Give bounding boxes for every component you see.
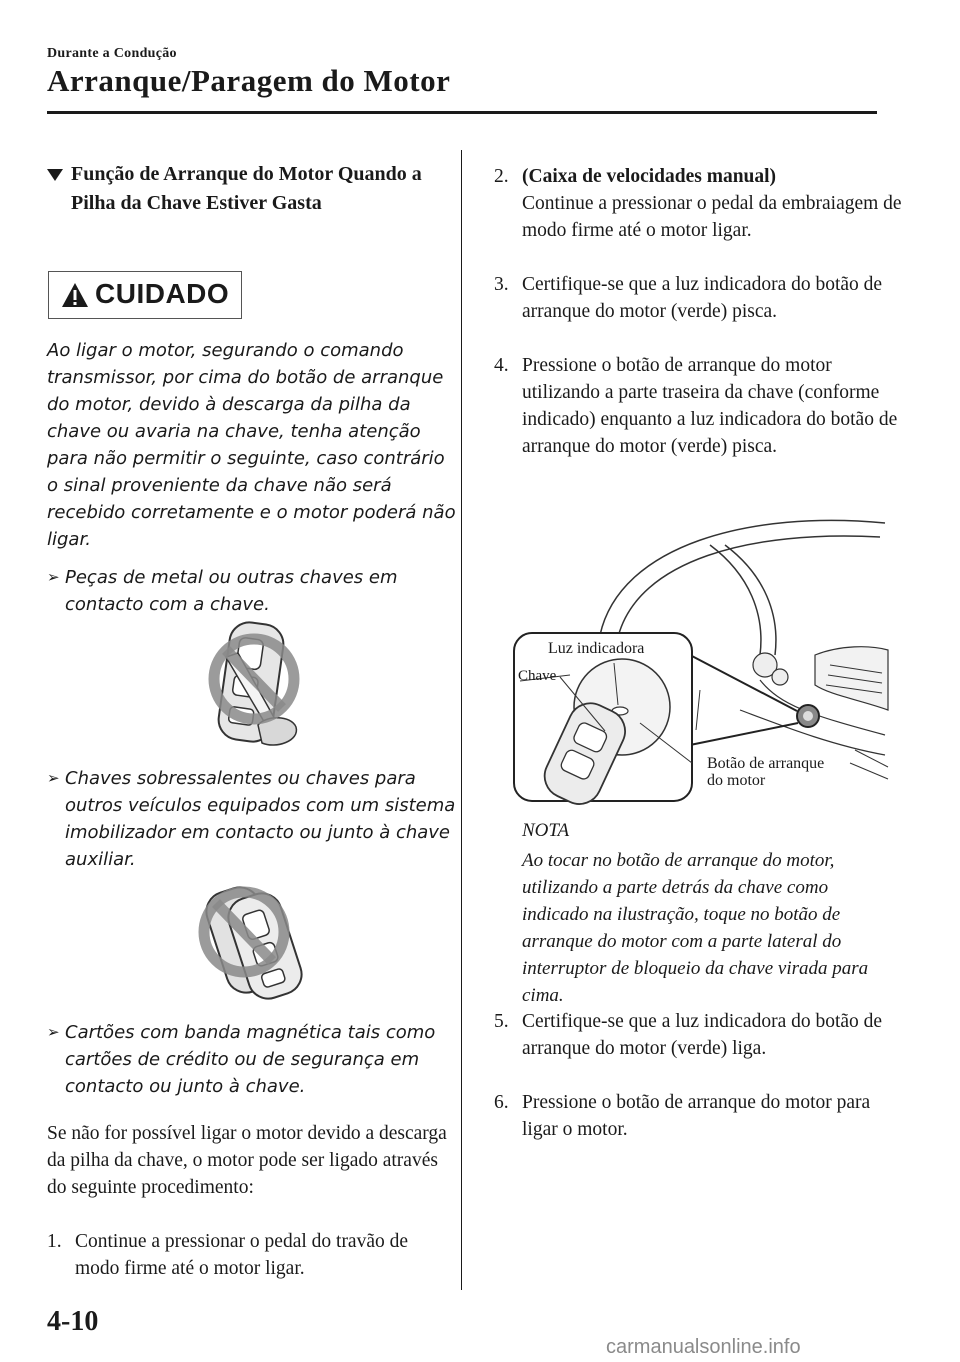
step-text: Continue a pressionar o pedal da embraiagem de modo firme até o motor ligar. (522, 193, 902, 241)
title-rule (47, 111, 877, 114)
arrow-bullet-icon: ➢ (47, 1023, 60, 1041)
step-number: 6. (494, 1092, 509, 1113)
caution-bullet-text: Cartões com banda magnética tais como cartões de crédito ou de segurança em contacto ou junto à chave. (65, 1022, 436, 1097)
label-start-button (707, 755, 824, 789)
triangle-bullet-icon (47, 169, 63, 181)
warning-icon (61, 282, 89, 308)
page-title: Arranque/Paragem do Motor (47, 63, 451, 98)
arrow-bullet-icon: ➢ (47, 769, 60, 787)
caution-bullet-text: Chaves sobressalentes ou chaves para outros veículos equipados com um sistema imobilizador em contacto ou junto à chave auxiliar. (65, 768, 456, 870)
procedure-intro: Se não for possível ligar o motor devido a descarga da pilha da chave, o motor pode ser ligado através do seguinte procedimento: (47, 1123, 447, 1198)
key-with-metal-illustration (196, 617, 306, 757)
two-keys-illustration (196, 880, 308, 1008)
step-text: Certifique-se que a luz indicadora do botão de arranque do motor (verde) liga. (522, 1011, 883, 1059)
step-number: 3. (494, 274, 509, 295)
arrow-bullet-icon: ➢ (47, 568, 60, 586)
page-number: 4-10 (47, 1306, 99, 1337)
label-indicator-light: Luz indicadora (548, 640, 645, 657)
note-text: Ao tocar no botão de arranque do motor, utilizando a parte detrás da chave como indicado na ilustração, toque no botão de arranque do motor com a parte lateral do interruptor de bloqueio da chave virada para cima. (522, 850, 869, 1006)
caution-text: Ao ligar o motor, segurando o comando transmissor, por cima do botão de arranque do motor, devido à descarga da pilha da chave ou avaria na chave, tenha atenção para não permitir o seguinte, caso contrário o sinal proveniente da chave não será recebido corretamente e o motor poderá não ligar. (47, 340, 456, 550)
step-number: 4. (494, 355, 509, 376)
caution-label: CUIDADO (95, 278, 230, 309)
label-start-button-line2: do motor (707, 772, 766, 789)
step-text: Continue a pressionar o pedal do travão de modo firme até o motor ligar. (75, 1231, 409, 1279)
label-start-button-line1: Botão de arranque (707, 755, 825, 772)
section-heading-text: Função de Arranque do Motor Quando a Pilha da Chave Estiver Gasta (71, 163, 422, 214)
caution-bullet-text: Peças de metal ou outras chaves em contacto com a chave. (65, 567, 398, 615)
step-number: 1. (47, 1231, 62, 1252)
step-number: 5. (494, 1011, 509, 1032)
step-bold-label: (Caixa de velocidades manual) (522, 166, 777, 187)
step-number: 2. (494, 166, 509, 187)
watermark: carmanualsonline.info (606, 1336, 801, 1358)
note-title: NOTA (522, 820, 570, 841)
step-text: Certifique-se que a luz indicadora do botão de arranque do motor (verde) pisca. (522, 274, 883, 322)
step-text-block (522, 163, 902, 244)
label-key: Chave (518, 668, 557, 684)
caution-box (48, 271, 242, 319)
step-text: Pressione o botão de arranque do motor para ligar o motor. (522, 1092, 871, 1140)
column-divider (461, 150, 462, 1290)
section-label: Durante a Condução (47, 46, 177, 61)
step-text: Pressione o botão de arranque do motor utilizando a parte traseira da chave (conforme indicado) enquanto a luz indicadora do botão de arranque do motor (verde) pisca. (522, 355, 898, 457)
